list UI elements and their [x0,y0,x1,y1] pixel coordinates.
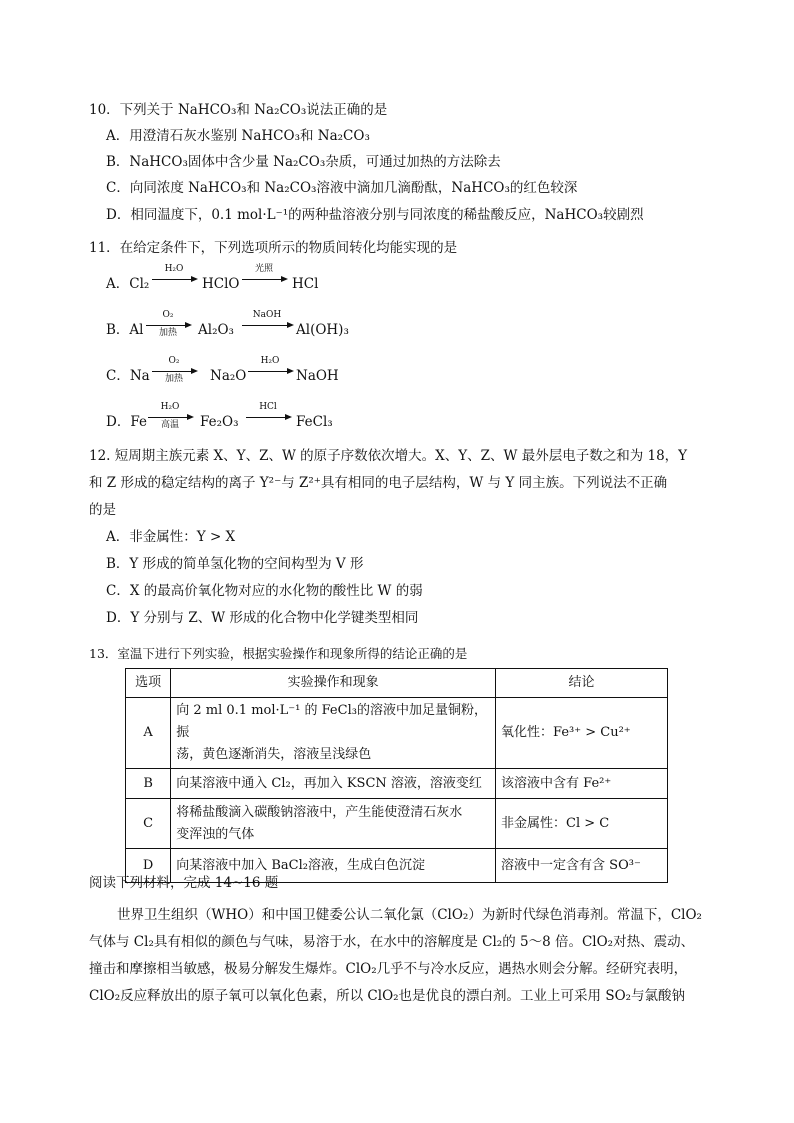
arrow-condition: H₂O [260,356,280,366]
q10-option-b: B．NaHCO₃固体中含少量 Na₂CO₃杂质，可通过加热的方法除去 [106,154,501,170]
table-header: 实验操作和现象 [171,669,496,698]
arrow-condition: 加热 [164,374,183,384]
arrow-condition: 加热 [158,328,177,338]
intermediate: Al₂O₃ [198,322,234,338]
arrow-condition: H₂O [164,264,184,274]
conclusion-cell: 氧化性：Fe³⁺ > Cu²⁺ [496,698,668,769]
paragraph-line: 世界卫生组织（WHO）和中国卫健委公认二氧化氯（ClO₂）为新时代绿色消毒剂。常温下，ClO₂ [117,907,702,923]
operation-line: 荡，黄色逐渐消失，溶液呈浅绿色 [176,747,372,762]
q12-option-b: B．Y 形成的简单氢化物的空间构型为 V 形 [106,556,364,572]
question-12-stem-line3: 的是 [89,502,116,518]
table-header-row [126,669,668,698]
question-10-stem: 10．下列关于 NaHCO₃和 Na₂CO₃说法正确的是 [89,102,388,118]
arrow-condition: O₂ [168,356,180,366]
product: HCl [292,276,319,292]
arrow-condition: O₂ [162,310,174,320]
reactant: C．Na [106,368,150,384]
paragraph-line: ClO₂反应释放出的原子氧可以氧化色素，所以 ClO₂也是优良的漂白剂。工业上可采用 SO₂与氯酸钠 [89,988,686,1004]
reaction-arrow-icon [240,264,288,294]
arrow-condition: 光照 [254,264,273,274]
conclusion-cell: 溶液中一定含有含 SO³⁻ [496,849,668,883]
intermediate: Na₂O [210,368,247,384]
reaction-arrow-icon [150,264,198,294]
operation-cell [171,698,496,769]
reading-intro: 阅读下列材料，完成 14~16 题 [89,875,279,891]
q10-option-d: D．相同温度下，0.1 mol·L⁻¹的两种盐溶液分别与同浓度的稀盐酸反应，NaHCO₃较剧烈 [106,207,644,223]
table-header: 选项 [126,669,171,698]
experiment-table [125,668,668,883]
q10-option-a: A．用澄清石灰水鉴别 NaHCO₃和 Na₂CO₃ [106,128,370,144]
arrow-condition: NaOH [252,310,282,320]
operation-cell [171,799,496,849]
arrow-condition: H₂O [160,402,180,412]
option-cell: C [126,799,171,849]
q12-option-a: A．非金属性：Y > X [106,529,236,545]
reactant: A．Cl₂ [106,276,150,292]
table-header: 结论 [496,669,668,698]
reaction-arrow-icon [146,402,194,432]
product: Al(OH)₃ [296,322,349,338]
q12-option-d: D．Y 分别与 Z、W 形成的化合物中化学键类型相同 [106,610,419,626]
question-12-stem-line1: 12. 短周期主族元素 X、Y、Z、W 的原子序数依次增大。X、Y、Z、W 最外层电子数之和为 18，Y [89,448,688,464]
question-11-stem: 11．在给定条件下，下列选项所示的物质间转化均能实现的是 [89,240,458,256]
option-cell: D [126,849,171,883]
intermediate: HClO [202,276,240,292]
q10-option-c: C．向同浓度 NaHCO₃和 Na₂CO₃溶液中滴加几滴酚酞，NaHCO₃的红色较深 [106,180,578,196]
option-cell: A [126,698,171,769]
question-12-stem-line2: 和 Z 形成的稳定结构的离子 Y²⁻与 Z²⁺具有相同的电子层结构，W 与 Y 同主族。下列说法不正确 [89,475,668,491]
table-row [126,698,668,769]
conclusion-cell: 该溶液中含有 Fe²⁺ [496,769,668,799]
arrow-condition: HCl [259,402,277,412]
reaction-arrow-icon [244,402,292,432]
question-13-stem: 13．室温下进行下列实验，根据实验操作和现象所得的结论正确的是 [89,646,468,661]
reactant: B．Al [106,322,144,338]
operation-line: 将稀盐酸滴入碳酸钠溶液中，产生能使澄清石灰水 [176,804,463,820]
product: NaOH [296,368,339,384]
table-row [126,769,668,799]
conclusion-cell: 非金属性：Cl > C [496,799,668,849]
arrow-condition: 高温 [160,420,179,430]
product: FeCl₃ [296,414,333,430]
operation-line: 向某溶液中加入 BaCl₂溶液，生成白色沉淀 [176,857,426,873]
operation-cell [171,769,496,799]
operation-line: 变浑浊的气体 [176,826,255,842]
q12-option-c: C．X 的最高价氧化物对应的水化物的酸性比 W 的弱 [106,583,423,599]
operation-line: 向某溶液中通入 Cl₂，再加入 KSCN 溶液，溶液变红 [176,775,482,791]
reaction-arrow-icon [246,356,294,386]
reaction-arrow-icon [240,310,294,340]
paragraph-line: 撞击和摩擦相当敏感，极易分解发生爆炸。ClO₂几乎不与冷水反应，遇热水则会分解。经研究表明， [89,961,688,977]
reaction-arrow-icon [144,310,192,340]
operation-line: 向 2 ml 0.1 mol·L⁻¹ 的 FeCl₃的溶液中加足量铜粉，振 [176,703,487,740]
option-cell: B [126,769,171,799]
reading-paragraph [89,902,711,1010]
intermediate: Fe₂O₃ [200,414,239,430]
reaction-arrow-icon [150,356,198,386]
reactant: D．Fe [106,414,147,430]
table-row [126,799,668,849]
paragraph-line: 气体与 Cl₂具有相似的颜色与气味，易溶于水，在水中的溶解度是 Cl₂的 5～8 倍。ClO₂对热、震动、 [89,934,695,950]
